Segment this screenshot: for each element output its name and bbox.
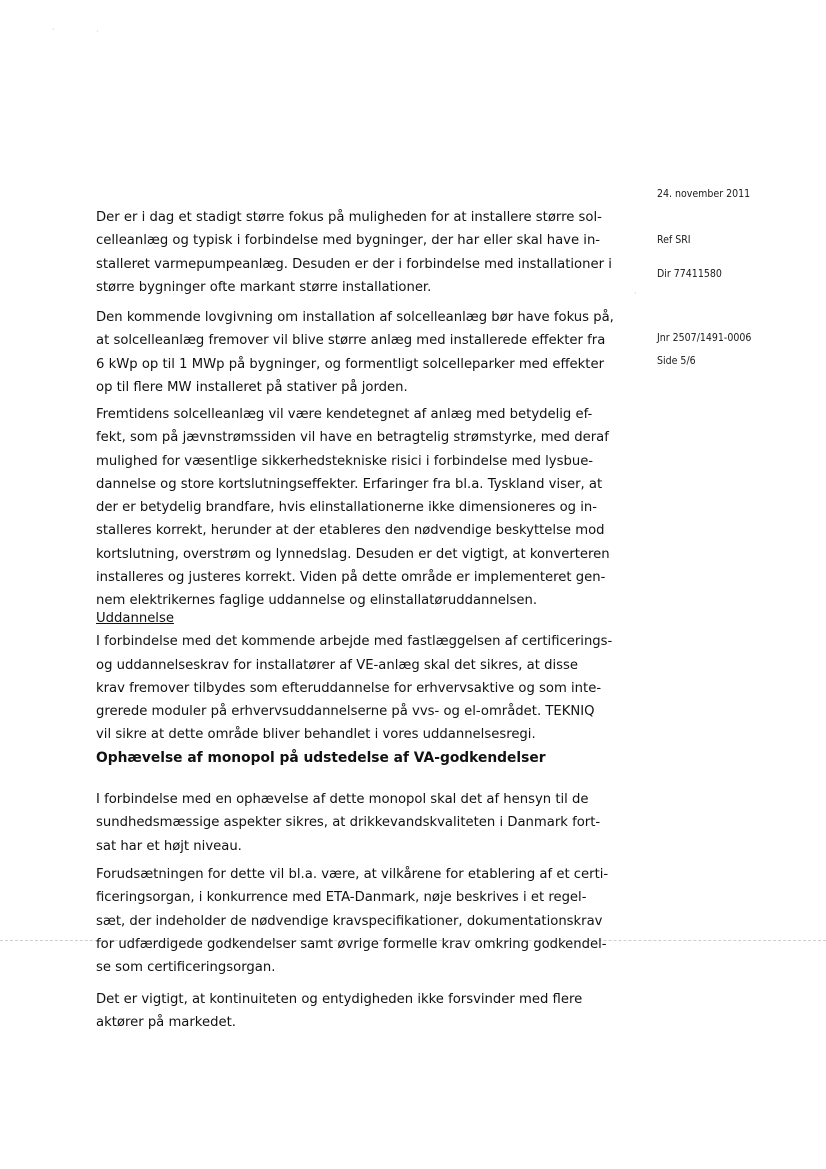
text-line: Forudsætningen for dette vil bl.a. være, at vilkårene for etablering af et certi- — [96, 867, 609, 882]
text-line: stalleret varmepumpeanlæg. Desuden er der i forbindelse med installationer i — [96, 256, 612, 272]
text-line: dannelse og store kortslutningseffekter. Erfaringer fra bl.a. Tyskland viser, at — [96, 476, 603, 492]
paragraph-future-solar — [96, 403, 610, 613]
text-line: at solcelleanlæg fremover vil blive større anlæg med installerede effekter fra — [96, 333, 606, 349]
text-line: op til flere MW installeret på stativer på jorden. — [96, 379, 408, 395]
text-line: der er betydelig brandfare, hvis elinstallationerne ikke dimensioneres og in- — [96, 500, 597, 516]
text-line: sundhedsmæssige aspekter sikres, at drikkevandskvaliteten i Danmark fort- — [96, 815, 601, 831]
text-line: for udfærdigede godkendelser samt øvrige formelle krav omkring godkendel- — [96, 936, 607, 952]
text-line: I forbindelse med en ophævelse af dette monopol skal det af hensyn til de — [96, 792, 589, 807]
scan-speck: · — [52, 25, 55, 34]
meta-ref: Ref SRI — [657, 234, 691, 246]
text-line: mulighed for væsentlige sikkerhedstekniske risici i forbindelse med lysbue- — [96, 453, 594, 469]
subsection-heading-uddannelse: Uddannelse — [96, 611, 174, 626]
text-line: Det er vigtigt, at kontinuiteten og entydigheden ikke forsvinder med flere — [96, 992, 583, 1007]
paragraph-certification — [96, 863, 608, 979]
scan-speck: · — [96, 27, 99, 36]
text-line: 6 kWp op til 1 MWp på bygninger, og formentligt solcelleparker med effekter — [96, 356, 605, 372]
text-line: krav fremover tilbydes som efteruddannelse for erhvervsaktive og som inte- — [96, 680, 602, 696]
meta-jnr: Jnr 2507/1491-0006 — [657, 332, 752, 344]
meta-date: 24. november 2011 — [657, 188, 751, 200]
text-line: celleanlæg og typisk i forbindelse med bygninger, der har eller skal have in- — [96, 233, 601, 249]
paragraph-solar-focus — [96, 206, 612, 299]
meta-dir: Dir 77411580 — [657, 268, 722, 280]
text-line: nem elektrikernes faglige uddannelse og elinstallatøruddannelsen. — [96, 593, 538, 609]
text-line: I forbindelse med det kommende arbejde med fastlæggelsen af certificerings- — [96, 634, 613, 650]
text-line: større bygninger ofte markant større installationer. — [96, 279, 432, 295]
paragraph-legislation — [96, 306, 614, 399]
text-line: aktører på markedet. — [96, 1015, 236, 1031]
meta-page-number: Side 5/6 — [657, 355, 696, 367]
text-line: ficeringsorgan, i konkurrence med ETA-Danmark, nøje beskrives i et regel- — [96, 890, 587, 906]
paragraph-uddannelse — [96, 607, 612, 747]
text-line: installeres og justeres korrekt. Viden på dette område er implementeret gen- — [96, 570, 606, 586]
text-line: stalleres korrekt, herunder at der etableres den nødvendige beskyttelse mod — [96, 523, 605, 539]
scan-speck: · — [634, 289, 637, 298]
paragraph-continuity — [96, 988, 582, 1035]
text-line: grerede moduler på erhvervsuddannelserne på vvs- og el-området. TEKNIQ — [96, 704, 595, 720]
text-line: Der er i dag et stadigt større fokus på muligheden for at installere større sol- — [96, 210, 602, 225]
section-heading: Ophævelse af monopol på udstedelse af VA-godkendelser — [96, 750, 546, 766]
text-line: vil sikre at dette område bliver behandlet i vores uddannelsesregi. — [96, 727, 536, 743]
text-line: og uddannelseskrav for installatører af VE-anlæg skal det sikres, at disse — [96, 657, 578, 673]
text-line: Fremtidens solcelleanlæg vil være kendetegnet af anlæg med betydelig ef- — [96, 407, 593, 422]
text-line: Den kommende lovgivning om installation af solcelleanlæg bør have fokus på, — [96, 310, 614, 325]
text-line: sæt, der indeholder de nødvendige kravspecifikationer, dokumentationskrav — [96, 913, 603, 929]
text-line: fekt, som på jævnstrømssiden vil have en betragtelig strømstyrke, med deraf — [96, 430, 609, 446]
text-line: se som certificeringsorgan. — [96, 960, 276, 976]
paragraph-monopoly — [96, 788, 600, 858]
text-line: kortslutning, overstrøm og lynnedslag. Desuden er det vigtigt, at konverteren — [96, 546, 610, 562]
text-line: sat har et højt niveau. — [96, 838, 242, 854]
